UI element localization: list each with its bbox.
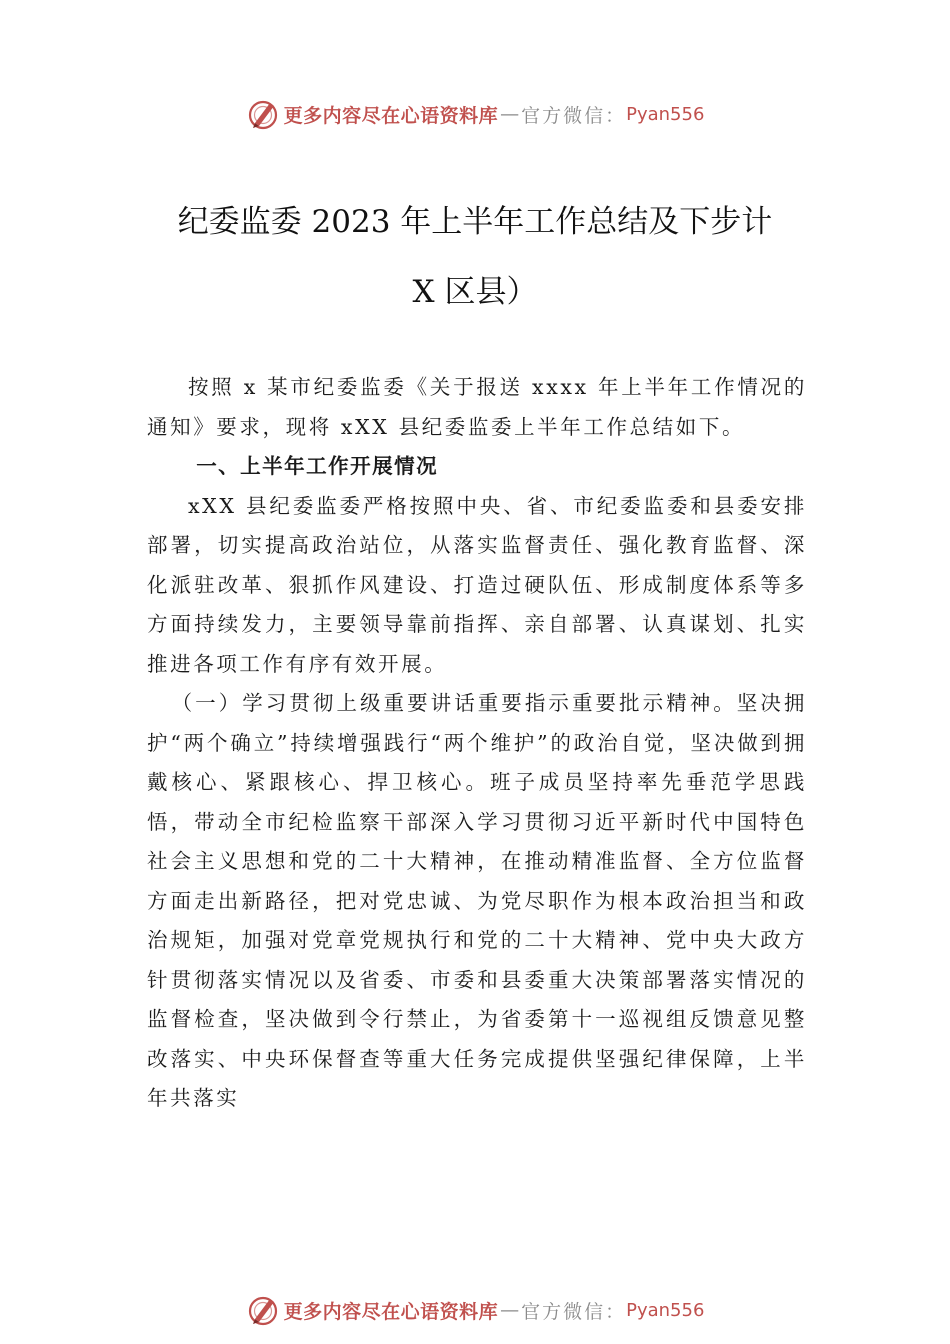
document-body	[147, 368, 807, 1119]
document-title-line-2: X 区县）	[412, 274, 538, 310]
watermark-library-text: 更多内容尽在心语资料库	[283, 1300, 499, 1323]
overview-paragraph: xXX 县纪委监委严格按照中央、省、市纪委监委和县委安排部署，切实提高政治站位，从落实监督责任、强化教育监督、深化派驻改革、狠抓作风建设、打造过硬队伍、形成制度体系等多方面持续发力，主要领导靠前指挥、亲自部署、认真谋划、扎实推进各项工作有序有效开展。	[147, 493, 807, 676]
watermark-library-text: 更多内容尽在心语资料库	[283, 104, 499, 127]
watermark-dash: —	[500, 1299, 520, 1321]
watermark-official-label: 官方微信：	[521, 1300, 627, 1323]
pen-logo-icon	[246, 1293, 280, 1327]
subsection-paragraph: （一）学习贯彻上级重要讲话重要指示重要批示精神。坚决拥护“两个确立”持续增强践行“两个维护”的政治自觉，坚决做到拥戴核心、紧跟核心、捍卫核心。班子成员坚持率先垂范学思践悟，带动全市纪检监察干部深入学习贯彻习近平新时代中国特色社会主义思想和党的二十大精神，在推动精准监督、全方位监督方面走出新路径，把对党忠诚、为党尽职作为根本政治担当和政治规矩，加强对党章党规执行和党的二十大精神、党中央大政方针贯彻落实情况以及省委、市委和县委重大决策部署落实情况的监督检查，坚决做到令行禁止，为省委第十一巡视组反馈意见整改落实、中央环保督查等重大任务完成提供坚强纪律保障，上半年共落实	[147, 691, 807, 1110]
watermark-header	[0, 94, 950, 134]
watermark-official-label: 官方微信：	[521, 104, 627, 127]
watermark-dash: —	[500, 103, 520, 125]
watermark-wechat-id: Pyan556	[626, 103, 705, 125]
document-title-line-1: 纪委监委 2023 年上半年工作总结及下步计	[177, 204, 773, 240]
intro-paragraph: 按照 x 某市纪委监委《关于报送 xxxx 年上半年工作情况的通知》要求，现将 xXX 县纪委监委上半年工作总结如下。	[147, 375, 807, 439]
section-heading: 一、上半年工作开展情况	[196, 454, 439, 478]
watermark-wechat-id: Pyan556	[626, 1299, 705, 1321]
watermark-footer	[0, 1290, 950, 1330]
pen-logo-icon	[246, 97, 280, 131]
